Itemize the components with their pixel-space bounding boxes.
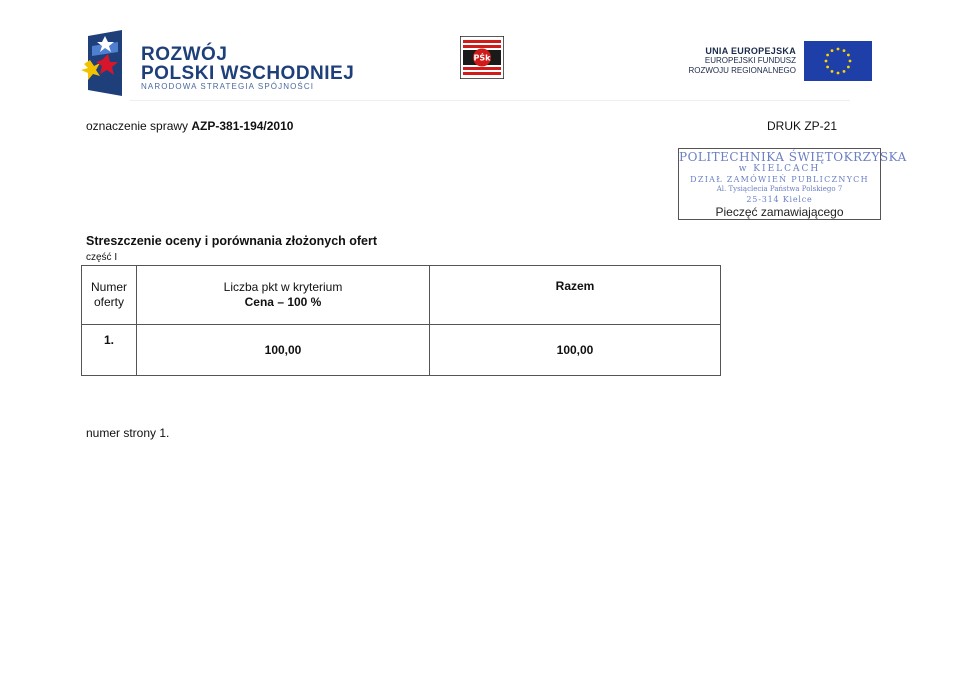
eu-text-block [688, 46, 796, 76]
header-col2-line2: Cena – 100 % [244, 295, 322, 309]
header-col2-line1: Liczba pkt w kryterium [223, 280, 343, 294]
evaluation-table [81, 265, 721, 376]
stamp-line4: Al. Tysiąclecia Państwa Polskiego 7 [716, 185, 843, 193]
header-offer-number [82, 266, 137, 325]
table-header-row [82, 266, 721, 325]
rpw-title-line2: POLSKI WSCHODNIEJ [141, 63, 355, 84]
eu-star-icon [847, 66, 850, 69]
eu-star-icon [826, 54, 829, 57]
stamp-line1: POLITECHNIKA ŚWIĘTOKRZYSKA [679, 150, 907, 164]
eu-star-icon [831, 70, 834, 73]
eu-star-icon [825, 60, 828, 63]
eu-star-icon [837, 48, 840, 51]
pswk-logo-text: PŚk [473, 53, 491, 63]
header-col1-line2: oferty [93, 295, 124, 309]
eu-star-icon [847, 54, 850, 57]
rpw-title-line1: ROZWÓJ [141, 44, 228, 65]
eu-star-icon [831, 49, 834, 52]
eu-star-icon [843, 70, 846, 73]
section-part: część I [86, 252, 118, 263]
eu-star-icon [843, 49, 846, 52]
case-label: oznaczenie sprawy [86, 119, 192, 133]
rozwoj-polski-wschodniej-logo-icon [78, 30, 126, 96]
row-total: 100,00 [430, 325, 721, 376]
eu-star-icon [826, 66, 829, 69]
stamp-caption: Pieczęć zamawiającego [715, 205, 844, 219]
rpw-logo-subtitle: NARODOWA STRATEGIA SPÓJNOŚCI [141, 82, 315, 91]
form-code: DRUK ZP-21 [767, 119, 838, 133]
stamp-line2: w KIELCACH [738, 164, 821, 174]
table-row [82, 325, 721, 376]
section-title: Streszczenie oceny i porównania złożonych ofert [86, 234, 378, 248]
page-number: numer strony 1. [86, 426, 170, 440]
politechnika-swietokrzyska-logo-icon [460, 36, 504, 79]
eu-line1: UNIA EUROPEJSKA [705, 46, 796, 56]
eu-star-icon [837, 72, 840, 75]
eu-line3: ROZWOJU REGIONALNEGO [688, 66, 796, 75]
row-offer-number: 1. [82, 325, 137, 376]
header-total: Razem [430, 266, 721, 325]
eu-line2: EUROPEJSKI FUNDUSZ [704, 56, 796, 65]
stamp-box [678, 148, 907, 220]
row-points: 100,00 [137, 325, 430, 376]
case-reference [86, 119, 293, 133]
stamp-line3: DZIAŁ ZAMÓWIEŃ PUBLICZNYCH [690, 175, 869, 184]
case-number: AZP-381-194/2010 [191, 119, 294, 133]
header-divider [130, 100, 850, 101]
eu-star-icon [849, 60, 852, 63]
header-col1-line1: Numer [90, 280, 127, 294]
rpw-logo-title [141, 45, 354, 83]
header-price-criterion [137, 266, 430, 325]
eu-flag-icon [804, 41, 872, 81]
stamp-line5: 25-314 Kielce [746, 195, 813, 204]
